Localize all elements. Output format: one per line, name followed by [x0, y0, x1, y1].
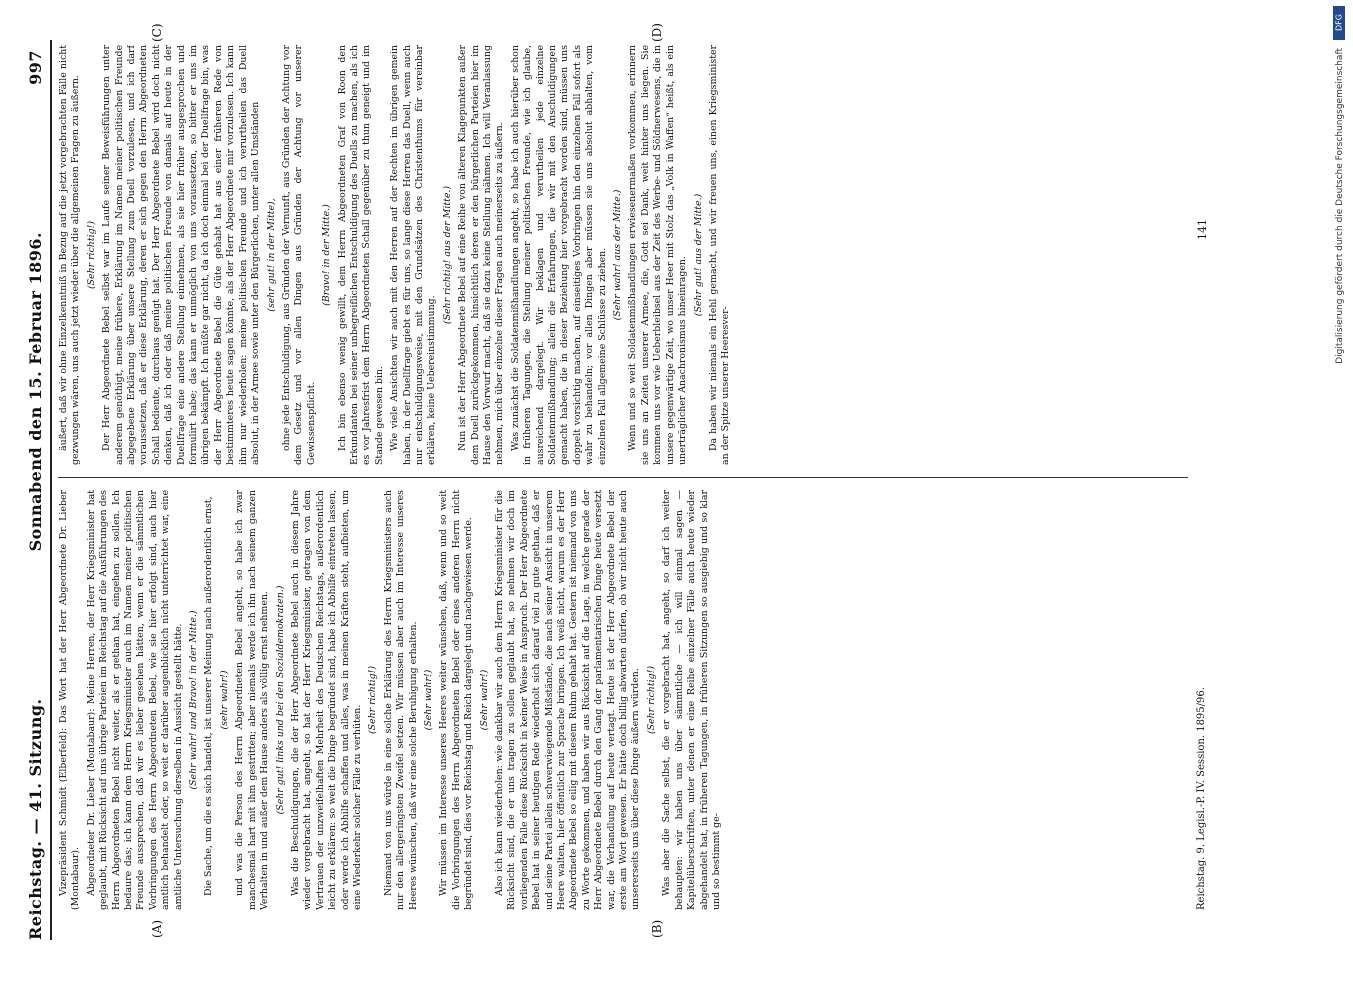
dfg-funding-note: Digitalisierung gefördert durch die Deutsche Forschungsgemeinschaft [1335, 48, 1345, 364]
interjection: (Sehr gut! links und bei den Sozialdemokraten.) [274, 585, 286, 815]
right-text-column [58, 45, 1208, 465]
dfg-logo: DFG [1333, 6, 1345, 40]
header-session: Reichstag. — 41. Sitzung. [25, 698, 45, 940]
margin-marker-a: (A) [150, 919, 164, 938]
paragraph: ohne jede Entschuldigung, aus Gründen der Vernunft, aus Gründen der Achtung vor dem Gesetz und vor allen Dingen aus Gründen der Achtung vor unserer Gewissenspflicht. [280, 45, 317, 465]
paragraph: Nun ist der Herr Abgeordnete Bebel auf eine Reihe von älteren Klagepunkten außer dem Duell zurückgekommen, hinsichtlich deren er den bürgerlichen Parteien hier im Hause den Vorwurf macht, daß sie dazu keine Stellung nähmen. Ich will Veranlassung nehmen, mich über einzelne dieser Fragen auch meinerseits zu äußern. [457, 45, 506, 465]
header-date: Sonnabend den 15. Februar 1896. [25, 231, 45, 552]
margin-marker-d: (D) [650, 23, 664, 42]
header-page-number: 997 [25, 50, 45, 85]
paragraph: Die Sache, um die es sich handelt, ist unserer Meinung nach außerordentlich ernst, [203, 496, 215, 896]
paragraph: Was zunächst die Soldatenmißhandlungen angeht, so habe ich auch hierüber schon in früheren Tagungen, die Stellung meiner politischen Freunde, wie ich glaube, ausreichend dargelegt. Wir beklagen und verurtheilen jede einzelne Soldatenmißhandlung; allein die Erfahrungen, die wir mit den Anschuldigungen gemacht haben, die in dieser Beziehung hier vorgebracht worden sind, müssen uns doppelt vorsichtig machen, auf einseitiges Vorbringen hin den einzelnen Fall sofort als wahr zu behandeln; vor allen Dingen aber müssen sie uns absolut abhalten, vom einzelnen Fall allgemeine Schlüsse zu ziehen. [509, 45, 608, 465]
page-footer: Reichstag. 9. Legisl.-P. IV. Session. 1895/96. [1196, 687, 1207, 910]
paragraph: Abgeordneter Dr. Lieber (Montabaur): Meine Herren, der Herr Kriegsminister hat geglaubt, mit Rücksicht auf uns übrige Parteien im Reichstag auf die Ausführungen des Herrn Abgeordneten Bebel nicht weiter, als er gethan hat, eingehen zu sollen. Ich bedaure das; ich kann dem Herrn Kriegsminister auch im Namen meiner politischen Freunde aussprechen, daß wir es lieber gesehen hätten, wenn er die sämmtlichen Vorbringungen des Herrn Abgeordneten Bebel, wie sie hier erfolgt sind, auch hier amtlich behandelt oder, so weit er darüber augenblicklich nicht unterrichtet war, eine amtliche Untersuchung derselben in Aussicht gestellt hätte. [85, 490, 184, 910]
left-text-column [58, 490, 1208, 910]
interjection: (Sehr wahr!) [422, 669, 434, 731]
interjection: (Sehr wahr! aus der Mitte.) [612, 189, 624, 321]
interjection: (sehr wahr!) [218, 670, 230, 730]
margin-marker-b: (B) [650, 919, 664, 938]
page-header [22, 50, 48, 940]
interjection: (Sehr richtig!) [85, 220, 97, 290]
column-divider [58, 477, 1188, 478]
margin-marker-c: (C) [150, 23, 164, 42]
paragraph: Also ich kann wiederholen: wie dankbar wir auch dem Herrn Kriegsminister für die Rücksicht sind, die er uns tragen zu sollen geglaubt hat, so nehmen wir doch im vorliegenden Falle diese Rücksicht in keiner Weise in Anspruch. Der Herr Abgeordnete Bebel hat in seiner heutigen Rede wiederholt sich darauf viel zu gute gethan, daß er und seine Partei allein schwerwiegende Mißstände, die nach seiner Ansicht in unserem Heere walten, hier öffentlich zur Sprache bringen. Ich weiß nicht, warum es der Herr Abgeordnete Bebel so eilig mit diesem Ruhm gehabt hat. Gestern ist niemand von uns zu Worte gekommen, und haben wir aus Rücksicht auf die Lage, in welche gerade der Herr Abgeordnete Bebel durch den Gang der parlamentarischen Dinge heute versetzt war, die Verhandlung auf heute vertagt. Heute ist der Herr Abgeordnete Bebel der erste am Wort gewesen. Er hätte doch billig abwarten dürfen, ob wir nicht heute auch unsererseits uns über diese Dinge äußern würden. [494, 490, 642, 910]
interjection: (Bravo! in der Mitte.) [321, 204, 333, 306]
paragraph: Wir müssen im Interesse unseres Heeres weiter wünschen, daß, wenn und so weit die Vorbringungen des Herrn Abgeordneten Bebel oder eines anderen Herrn nicht begründet sind, dies vor Reichstag und Reich dargelegt und nachgewiesen werde. [438, 490, 475, 910]
paragraph: Der Herr Abgeordnete Bebel selbst war im Laufe seiner Beweisführungen unter anderem genöthigt, meine frühere, Erklärung im Namen meiner politischen Freunde abgegebene Erklärung über unsere Stellung zum Duell vorzulesen, und ich darf voraussetzen, daß er diese Erklärung, deren er sich gegen den Herrn Abgeordneten Schall bediente, durchaus genügt hat. Der Herr Abgeordnete Bebel wird doch nicht denken, daß ich oder daß meine politischen Freunde von damals auf heute in der Duellfrage eine andere Stellung einnehmen, als sie hier früher ausgesprochen und formulirt habe; das kann er unmöglich von uns voraussetzen, so bitter er uns im übrigen bekämpft. Ich müßte gar nicht, da ich doch einmal bei der Duellfrage bin, was der Herr Abgeordnete Bebel die Güte gehabt hat aus einer früheren Rede von bestimmteres heute sagen könnte, als der Herr Abgeordnete mir vorzulesen. Ich kann ihm nur wiederholen: meine politischen Freunde und ich verurtheilen das Duell absolut, in der Armee sowie unter den Bürgerlichen, unter allen Umständen [101, 45, 262, 465]
dfg-sidebar [1329, 0, 1351, 1000]
paragraph: Wenn und so weit Soldatenmißhandlungen erwiesenermaßen vorkommen, erinnern sie uns an Zeiten unserer Armee, die, Gott sei Dank, weit hinter uns liegen. Sie kommen uns vor wie Ueberbleibsel aus der Zeit des Werbe- und Söldnerwesens, die in unsere gegenwärtige Zeit, wo unser Heer mit Stolz das „Volk in Waffen“ heißt, als ein unerträglicher Anachronismus hineinragen. [627, 45, 689, 465]
paragraph: Was die Beschuldigungen, die der Herr Abgeordnete Bebel auch in diesem Jahre wieder vorgebracht hat, angeht, so hat der Herr Kriegsminister, getragen von dem Vertrauen der unzweifelhaften Mehrheit des Deutschen Reichstags, außerordentlich leicht zu erklären: so weit die Dinge begründet sind, habe ich Abhilfe eintreten lassen, oder werde ich Abhilfe schaffen und alles, was in meinen Kräften steht, aufbieten, um eine Wiederkehr solcher Fälle zu verhüten. [289, 490, 363, 910]
header-rule [50, 40, 52, 940]
sheet-number: 141 [1196, 219, 1209, 240]
interjection: (Sehr wahr! und Bravo! in der Mitte.) [188, 610, 200, 790]
interjection: (sehr gut! in der Mitte), [265, 198, 277, 312]
interjection: (Sehr richtig! aus der Mitte.) [441, 185, 453, 325]
interjection: (Sehr gut! aus der Mitte.) [692, 193, 704, 317]
paragraph: Was aber die Sache selbst, die er vorgebracht hat, angeht, so darf ich weiter behaupten: wir haben uns über sämmtliche — ich will einmal sagen — Kapitelüberschriften, unter denen er eine Reihe einzelner Fälle auch heute wieder abgehandelt hat, in früheren Tagungen, in früheren Sitzungen so ausgiebig und so klar und so bestimmt ge- [661, 490, 722, 910]
paragraph: Vizepräsident Schmidt (Elberfeld): Das Wort hat der Herr Abgeordnete Dr. Lieber (Montabaur). [58, 490, 82, 910]
interjection: (Sehr richtig!) [367, 665, 379, 735]
paragraph: Ich bin ebenso wenig gewillt, dem Herrn Abgeordneten Graf von Roon den Erkundanten bei seiner unbegreiflichen Entschuldigung des Duells zu machen, als ich es vor Jahresfrist dem Herrn Abgeordneten Schall gegenüber zu thun geneigt und im Stande gewesen bin. [336, 45, 385, 465]
paragraph: Niemand von uns würde in eine solche Erklärung des Herrn Kriegsministers auch nur den allergeringsten Zweifel setzen. Wir müssen aber auch im Interesse unseres Heeres wünschen, daß wir eine solche Beruhigung erhalten. [382, 490, 419, 910]
paragraph: äußert, daß wir ohne Einzelkenntniß in Bezug auf die jetzt vorgebrachten Fälle nicht gezwungen wären, uns auch jetzt wieder über die allgemeinen Fragen zu äußern. [58, 45, 82, 465]
interjection: (Sehr wahr!) [478, 669, 490, 731]
paragraph: und was die Person des Herrn Abgeordneten Bebel angeht, so habe ich zwar manchesmal hart mit ihm gestritten; aber niemals werde ich ihn nach seinem ganzen Verhalten in und außer dem Hause anders als völlig ernst nehmen. [234, 490, 271, 910]
paragraph: Da haben wir niemals ein Hehl gemacht, und wir freuen uns, einen Kriegsminister an der Spitze unserer Heeresver- [707, 45, 732, 465]
paragraph: Wie viele Ansichten wir auch mit den Herren auf der Rechten im übrigen gemein haben, in der Duellfrage giebt es für uns, so lange diese Herren das Duell, wenn auch nur entschuldigungsweise, mit den Grundsätzen des Christenthums für vereinbar erklären, keine Uebereinstimmung. [389, 45, 438, 465]
interjection: (Sehr richtig!) [645, 665, 657, 735]
